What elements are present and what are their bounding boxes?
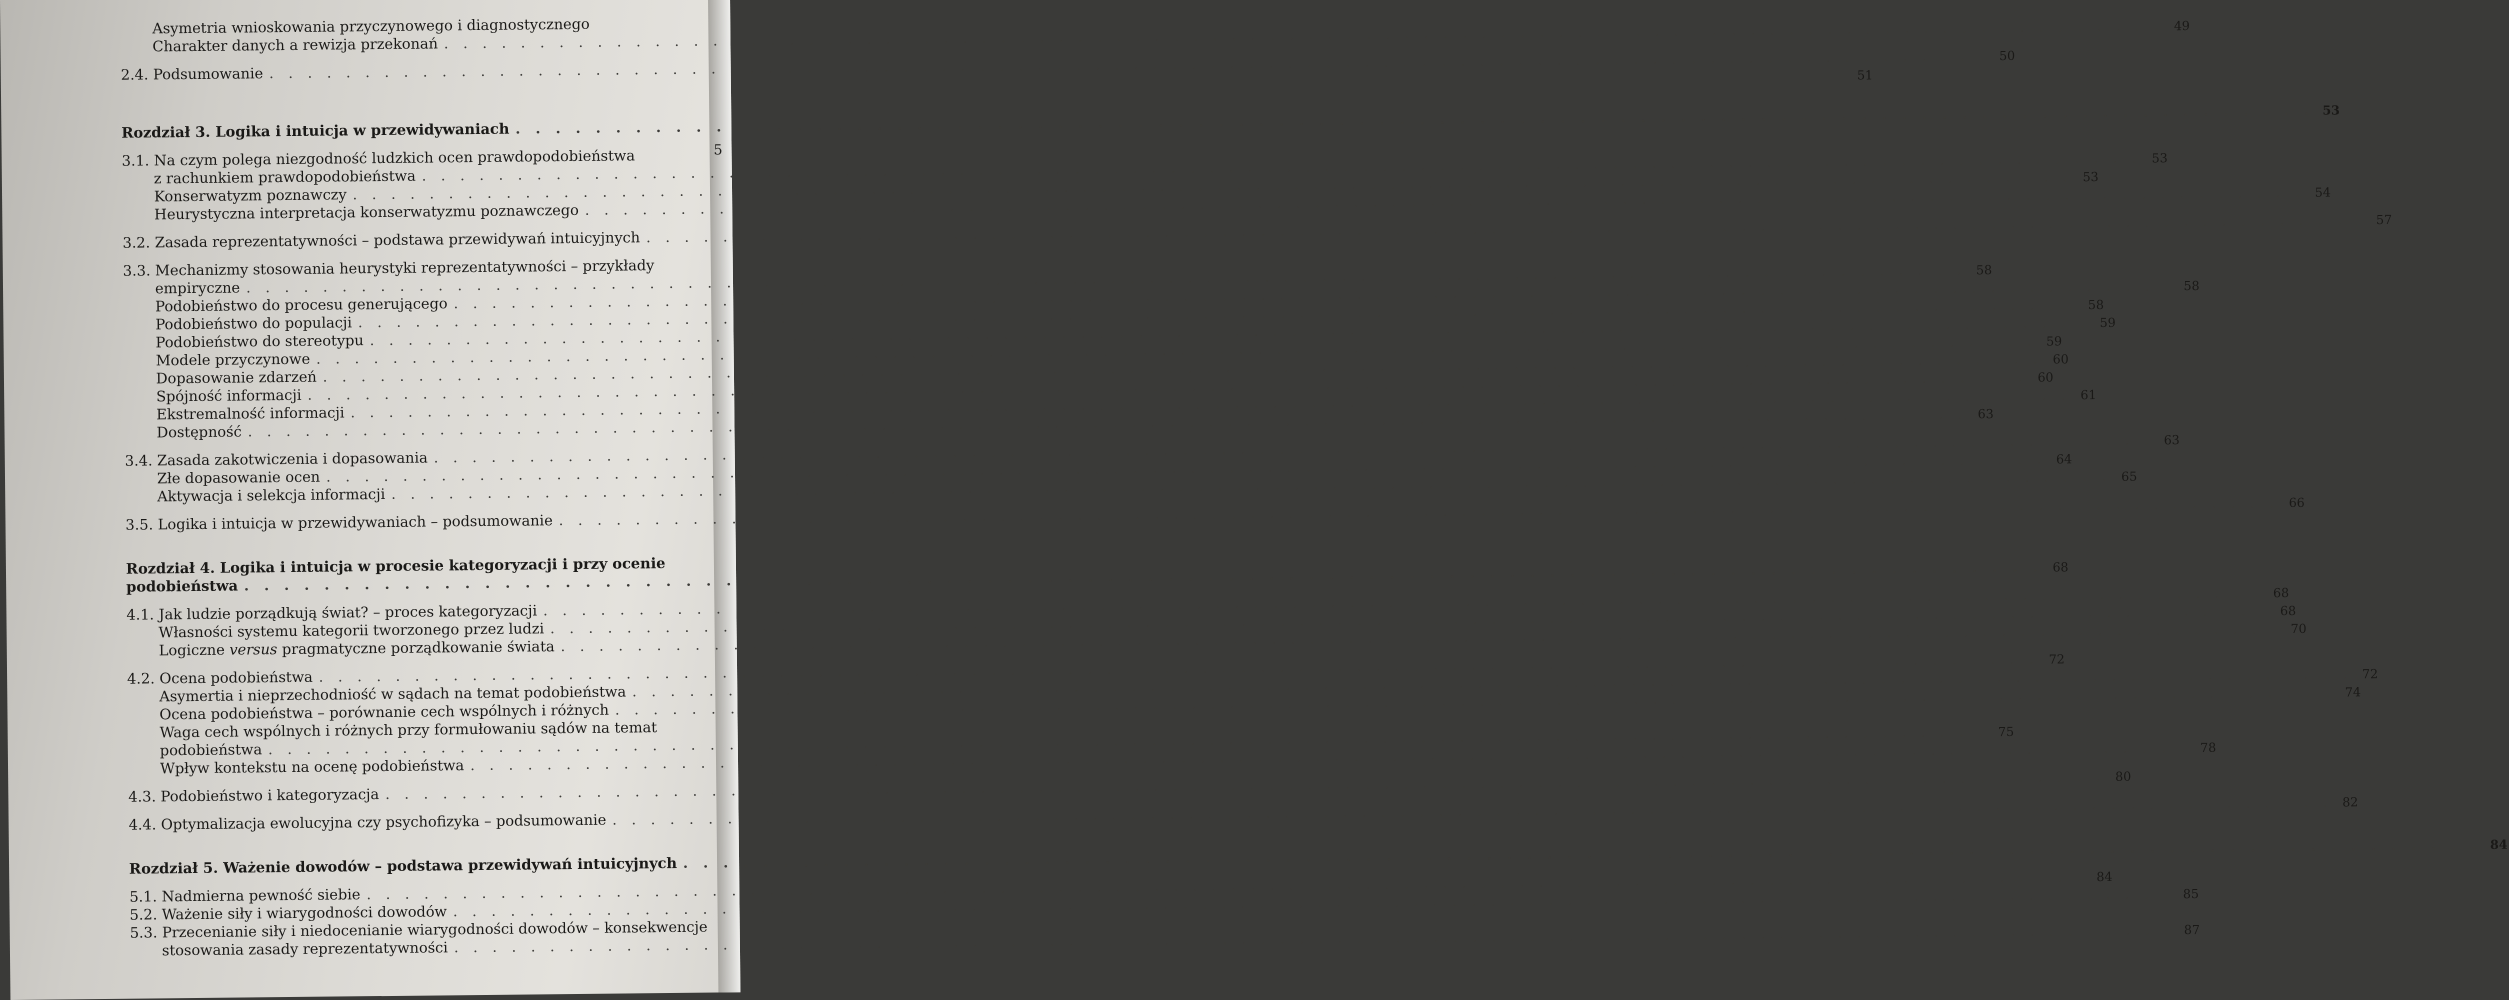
toc-entry-page: 64 <box>2056 451 2073 467</box>
toc-entry-page: 70 <box>2290 620 2307 637</box>
toc-entry-title: Charakter danych a rewizja przekonań <box>152 36 438 56</box>
toc-entry-title: z rachunkiem prawdopodobieństwa <box>153 168 416 188</box>
toc-entry-title: Dopasowanie zdarzeń <box>155 369 317 388</box>
toc-entry-page: 54 <box>2314 184 2331 200</box>
toc-entry-page: 61 <box>2080 387 2097 403</box>
dot-leader <box>515 102 2314 139</box>
toc-entry-title: Złe dopasowanie ocen <box>156 469 321 488</box>
toc-entry-title: Spójność informacji <box>156 387 302 406</box>
toc-entry-page: 58 <box>2183 277 2200 294</box>
toc-entry-title: Rozdział 5. Ważenie dowodów – podstawa przewidywań intuicyjnych <box>129 854 678 878</box>
toc-entry-title: Heurystyczna interpretacja konserwatyzmu poznawczego <box>154 202 579 224</box>
dot-leader <box>269 47 1989 83</box>
toc-entry-title: Ekstremalność informacji <box>156 405 345 424</box>
toc-entry-title: empiryczne <box>154 280 241 298</box>
toc-entry-title: Podobieństwo do procesu generującego <box>155 296 448 316</box>
toc-entry-title: 3.2. Zasada reprezentatywności – podstawa przewidywań intuicyjnych <box>122 230 641 252</box>
dot-leader <box>612 794 2332 830</box>
toc-entry-title: 3.4. Zasada zakotwiczenia i dopasowania <box>124 450 428 470</box>
toc-entry-title: 4.3. Podobieństwo i kategoryzacja <box>128 787 380 806</box>
dot-leader <box>454 921 2174 957</box>
toc-entry-title: Podobieństwo do populacji <box>155 315 353 334</box>
toc-entry-page: 78 <box>2200 739 2217 756</box>
toc-entry-page: 80 <box>2115 768 2132 784</box>
toc-entry-page: 75 <box>1998 723 2015 740</box>
toc-entry-title: Konserwatyzm poznawczy <box>153 187 347 206</box>
toc-entry-title: Asymetria wnioskowania przyczynowego i diagnostycznego <box>152 16 590 38</box>
toc-entry-page: 58 <box>1976 262 1993 278</box>
toc-chapter <box>121 102 2340 143</box>
toc-entry-page: 63 <box>1977 406 1994 422</box>
dot-leader <box>683 836 2482 873</box>
toc-entry-title: 5.2. Ważenie siły i wiarygodności dowodów <box>129 904 448 924</box>
toc-entry-page: 84 <box>2489 836 2508 852</box>
stray-page-number: 5 <box>713 142 723 159</box>
toc-entry-title: Podobieństwo do stereotypu <box>155 333 364 352</box>
toc-entry-page: 49 <box>2173 18 2190 34</box>
toc-entry-title: 4.1. Jak ludzie porządkują świat? – proces kategoryzacji <box>126 603 538 624</box>
toc-entry-page: 60 <box>2037 369 2054 385</box>
toc-entry-title: Modele przyczynowe <box>155 351 311 370</box>
toc-entry-title: 5.1. Nadmierna pewność siebie <box>129 887 361 906</box>
toc-entry-title: 5.3. Przecenianie siły i niedocenianie wiarygodności dowodów – konsekwencje <box>129 919 708 942</box>
toc-entry-title: 3.1. Na czym polega niezgodność ludzkich ocen prawdopodobieństwa <box>121 148 636 170</box>
toc-entry-title: podobieństwa <box>159 742 263 760</box>
toc-entry-title: podobieństwa <box>126 577 239 596</box>
toc-entry-page: 84 <box>2096 868 2113 885</box>
dot-leader <box>559 494 2279 530</box>
toc-entry-title: Wpływ kontekstu na ocenę podobieństwa <box>159 758 465 778</box>
toc-entry-page: 53 <box>2082 169 2099 185</box>
toc-entry-page: 53 <box>2151 150 2168 166</box>
toc-entry-page: 60 <box>2052 351 2069 367</box>
toc-entry-title: Własności systemu kategorii tworzonego przez ludzi <box>158 621 545 642</box>
toc-chapter <box>129 836 2508 879</box>
toc-entry-title: Aktywacja i selekcja informacji <box>157 486 386 506</box>
toc-entry-page: 74 <box>2344 684 2361 700</box>
toc-entry-page: 66 <box>2288 494 2305 511</box>
toc-entry-page: 85 <box>2182 886 2199 902</box>
toc-entry-page: 72 <box>2048 651 2065 667</box>
toc-entry-title: Dostępność <box>156 424 242 442</box>
toc-entry-title: 3.5. Logika i intuicja w przewidywaniach – podsumowanie <box>125 513 553 534</box>
toc-entry-page: 87 <box>2183 922 2200 938</box>
toc-entry-page: 68 <box>2280 602 2297 619</box>
toc-entry-page: 50 <box>1999 47 2016 64</box>
toc-entry-page: 53 <box>2322 102 2340 118</box>
toc-entry-page: 59 <box>2046 333 2063 349</box>
toc-entry-page: 72 <box>2362 666 2379 682</box>
toc-entry-page: 57 <box>2376 211 2393 228</box>
toc-entry-page: 59 <box>2099 314 2116 331</box>
dot-leader <box>646 211 2366 247</box>
toc-entry-title: 3.3. Mechanizmy stosowania heurystyki reprezentatywności – przykłady <box>122 258 655 280</box>
toc-entry-page: 82 <box>2342 794 2359 810</box>
toc-entry-title: Rozdział 4. Logika i intuicja w procesie kategoryzacji i przy ocenie <box>125 555 666 578</box>
toc-entry-page: 68 <box>2052 559 2069 575</box>
toc-entry-page: 65 <box>2121 468 2138 484</box>
toc-entry-title: 4.4. Optymalizacja ewolucyjna czy psychofizyka – podsumowanie <box>128 812 607 834</box>
toc-entry-title: 4.2. Ocena podobieństwa <box>127 669 313 688</box>
toc-entry-title: Ocena podobieństwa – porównanie cech wspólnych i różnych <box>159 702 610 724</box>
toc-entry-page: 58 <box>2087 296 2104 313</box>
table-of-contents <box>120 15 2508 961</box>
toc-entry-page: 63 <box>2163 432 2180 448</box>
toc-entry-title: Waga cech wspólnych i różnych przy formułowaniu sądów na temat <box>159 720 658 742</box>
toc-entry-title: Asymertia i nieprzechodniość w sądach na temat podobieństwa <box>159 684 627 706</box>
toc-entry-page: 68 <box>2273 585 2290 601</box>
toc-entry-page: 51 <box>1856 67 1874 83</box>
toc-entry-title: Logiczne versus pragmatyczne porządkowanie świata <box>158 639 555 660</box>
toc-entry-title: stosowania zasady reprezentatywności <box>161 940 448 960</box>
toc-entry-title: 2.4. Podsumowanie <box>120 66 264 84</box>
toc-entry-title: Rozdział 3. Logika i intuicja w przewidywaniach <box>121 120 510 142</box>
